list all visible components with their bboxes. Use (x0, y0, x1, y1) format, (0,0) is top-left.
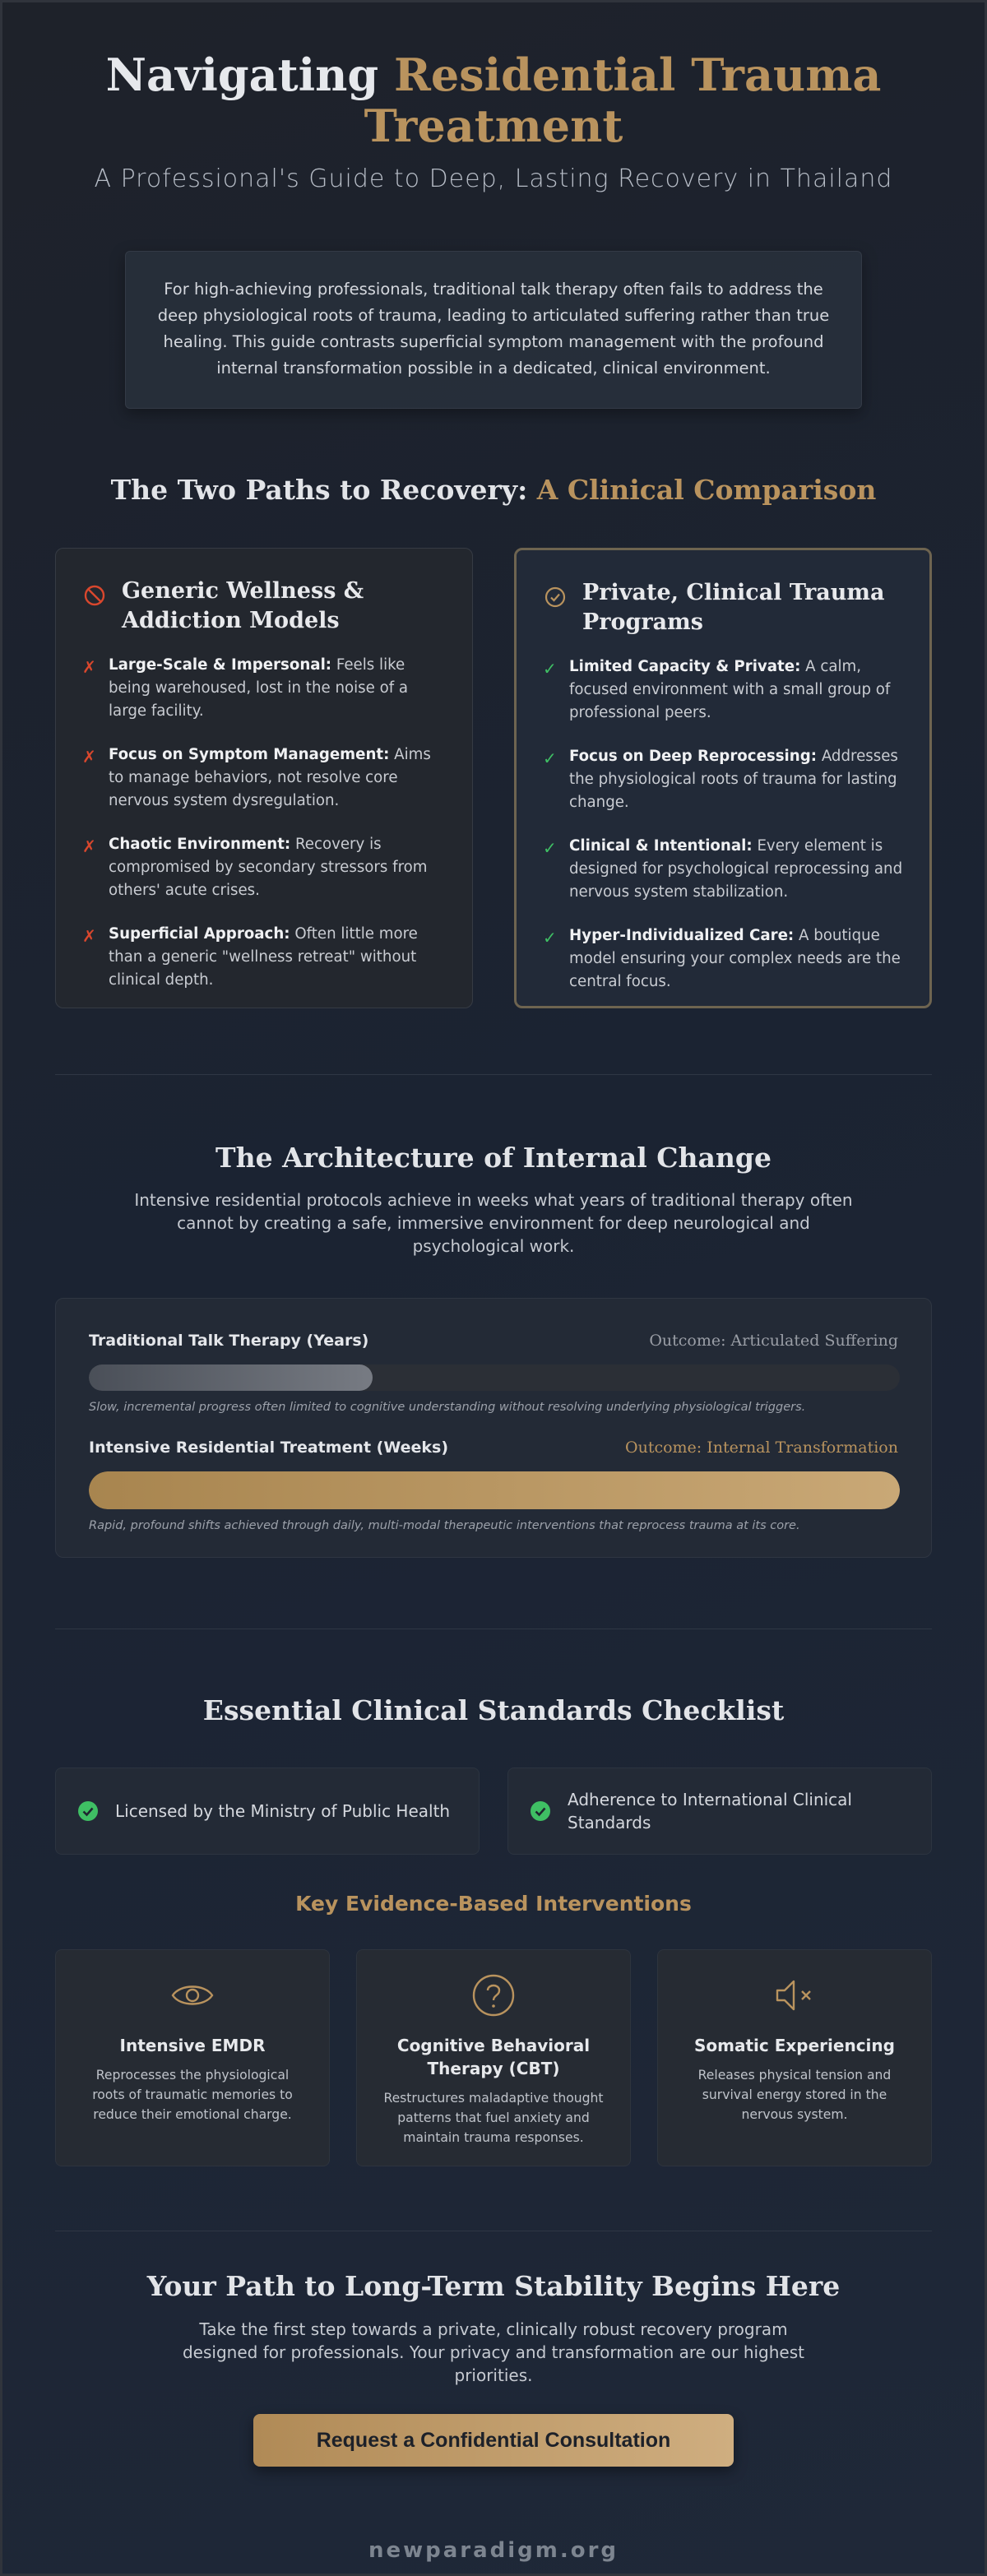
cross-icon: ✗ (82, 836, 96, 856)
request-consultation-button[interactable]: Request a Confidential Consultation (253, 2414, 734, 2467)
intervention-title: Intensive EMDR (119, 2036, 266, 2055)
intervention-title: Cognitive Behavioral Therapy (CBT) (396, 2036, 591, 2078)
comparison-heading (0, 474, 987, 506)
progress-outcome: Outcome: Articulated Suffering (649, 1332, 898, 1350)
check-badge-icon (530, 1800, 551, 1822)
progress-note: Slow, incremental progress often limited to cognitive understanding without resolving underlying physiological triggers. (89, 1401, 806, 1414)
list-item: ✓ Limited Capacity & Private: A calm, focused environment with a small group of professional peers. (543, 656, 903, 725)
comparison-heading-accent: A Clinical Comparison (536, 474, 877, 506)
cta-description: Take the first step towards a private, clinically robust recovery program designed for professionals. Your privacy and transformation are our highest priorities. (182, 2319, 804, 2385)
check-icon: ✓ (543, 748, 557, 768)
list-item: ✗ Chaotic Environment: Recovery is compromised by secondary stressors from others' acute crises. (82, 833, 446, 902)
speaker-mute-icon (771, 1971, 818, 2019)
check-icon: ✓ (543, 659, 557, 679)
progress-comparison (55, 1298, 932, 1558)
cross-icon: ✗ (82, 926, 96, 946)
intervention-card (55, 1949, 330, 2166)
private-card-title: Private, Clinical Trauma Programs (582, 580, 885, 635)
generic-card-title: Generic Wellness & Addiction Models (122, 578, 364, 633)
intervention-title: Somatic Experiencing (694, 2036, 895, 2055)
check-circle-icon (543, 585, 568, 609)
cross-icon: ✗ (82, 657, 96, 677)
checklist-item (55, 1768, 480, 1855)
intervention-card (356, 1949, 631, 2166)
list-item: ✓ Clinical & Intentional: Every element is designed for psychological reprocessing and nervous system stabilization. (543, 835, 903, 904)
intervention-card (657, 1949, 932, 2166)
progress-outcome: Outcome: Internal Transformation (625, 1439, 898, 1457)
question-circle-icon (470, 1971, 517, 2019)
generic-models-card (55, 548, 473, 1008)
list-item: ✗ Large-Scale & Impersonal: Feels like being warehoused, lost in the noise of a large facility. (82, 654, 446, 723)
progress-row (89, 1332, 898, 1364)
progress-label: Intensive Residential Treatment (Weeks) (89, 1439, 448, 1457)
architecture-heading: The Architecture of Internal Change (215, 1142, 772, 1174)
checklist-heading: Essential Clinical Standards Checklist (202, 1694, 785, 1726)
checklist-item-text: Licensed by the Ministry of Public Health (115, 1801, 451, 1821)
comparison-heading-plain: The Two Paths to Recovery: (110, 474, 528, 506)
list-item: ✗ Focus on Symptom Management: Aims to manage behaviors, not resolve core nervous system dysregulation. (82, 744, 446, 813)
progress-label: Traditional Talk Therapy (Years) (89, 1332, 369, 1350)
eye-icon (169, 1971, 216, 2019)
section-divider (55, 1074, 932, 1075)
intro-text: For high-achieving professionals, traditional talk therapy often fails to address the deep physiological roots of trauma, leading to articulated suffering rather than true healing. This guide contrasts superficial symptom management with the profound internal transformation possible in a dedicated, clinical environment. (157, 280, 830, 378)
architecture-description: Intensive residential protocols achieve in weeks what years of traditional therapy often cannot by creating a safe, immersive environment for deep neurological and psychological work. (134, 1190, 853, 1256)
page-subtitle: A Professional's Guide to Deep, Lasting Recovery in Thailand (94, 164, 893, 193)
check-icon: ✓ (543, 928, 557, 947)
title-plain: Navigating (105, 49, 379, 101)
progress-row (89, 1439, 898, 1471)
prohibited-icon (82, 583, 107, 608)
progress-fill (89, 1471, 900, 1509)
list-item: ✗ Superficial Approach: Often little more than a generic "wellness retreat" without clinical depth. (82, 923, 446, 992)
page-title (0, 49, 987, 151)
progress-track (89, 1471, 900, 1509)
private-programs-card (514, 548, 932, 1008)
check-badge-icon (77, 1800, 99, 1822)
interventions-heading: Key Evidence-Based Interventions (295, 1892, 692, 1916)
title-accent: Residential Trauma Treatment (364, 49, 882, 152)
checklist-item (507, 1768, 932, 1855)
intro-box (125, 251, 862, 409)
intervention-description: Reprocesses the physiological roots of traumatic memories to reduce their emotional charge. (92, 2068, 293, 2122)
list-item: ✓ Focus on Deep Reprocessing: Addresses the physiological roots of trauma for lasting change. (543, 745, 903, 814)
checklist-item-text: Adherence to International Clinical Standards (568, 1790, 852, 1832)
intervention-description: Restructures maladaptive thought patterns that fuel anxiety and maintain trauma responses. (383, 2091, 604, 2145)
cta-heading: Your Path to Long-Term Stability Begins Here (146, 2270, 841, 2302)
intervention-description: Releases physical tension and survival energy stored in the nervous system. (697, 2068, 892, 2122)
progress-note: Rapid, profound shifts achieved through daily, multi-modal therapeutic interventions that reprocess trauma at its core. (89, 1519, 800, 1532)
cross-icon: ✗ (82, 747, 96, 767)
list-item: ✓ Hyper-Individualized Care: A boutique model ensuring your complex needs are the central focus. (543, 924, 903, 994)
check-icon: ✓ (543, 838, 557, 858)
progress-fill (89, 1364, 373, 1391)
progress-track (89, 1364, 900, 1391)
site-link[interactable]: newparadigm.org (368, 2538, 619, 2563)
